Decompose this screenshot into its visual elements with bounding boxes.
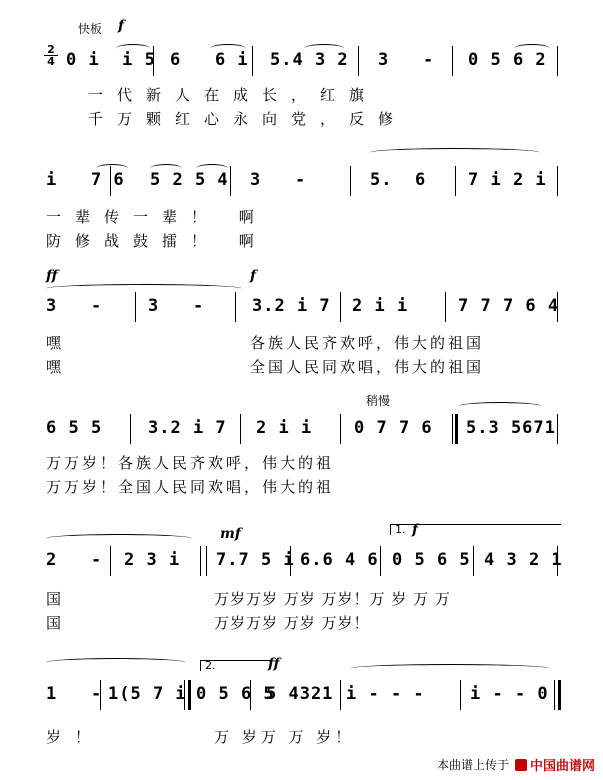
measure: 5 2 5 4	[150, 170, 229, 190]
measure: 6 6 i	[170, 50, 249, 70]
measure: 7 7 7 6 4	[458, 296, 560, 316]
measure: 7.7 5 i	[216, 550, 295, 570]
staff-line	[40, 408, 560, 448]
measure: i - - -	[346, 684, 425, 704]
lyric-line-2a: 国	[46, 614, 76, 632]
measure: 3 -	[250, 170, 307, 190]
dynamic-fortissimo: ff	[268, 656, 280, 672]
system-1	[0, 20, 603, 130]
staff-line	[40, 540, 563, 580]
volta-2: 2.	[200, 660, 271, 671]
volta-1: 1.	[390, 524, 561, 535]
lyric-line-2: 万万岁！全国人民同欢唱，伟大的祖	[46, 478, 335, 496]
measure: 2 i i	[256, 418, 313, 438]
measure: 5.3 5671	[466, 418, 556, 438]
measure: 6 5 5	[46, 418, 103, 438]
measure: 2 i i	[352, 296, 409, 316]
measure: 1 -	[46, 684, 103, 704]
lyric-line-1: 万万岁！各族人民齐欢呼，伟大的祖	[46, 454, 335, 472]
lyric-line-2: 防修战鼓擂！ 啊	[46, 232, 268, 250]
lyric-line-1b: 万 岁万 万 岁！	[214, 728, 355, 746]
measure: 2 -	[46, 550, 103, 570]
measure: 0 i i 5	[66, 50, 156, 70]
dynamic-forte: f	[412, 522, 419, 538]
site-name: 中国曲谱网	[529, 759, 595, 774]
system-2	[0, 148, 603, 258]
system-4	[0, 390, 603, 500]
measure: 6.6 4 6	[300, 550, 379, 570]
dynamic-forte: f	[118, 18, 125, 34]
measure: 5.4 3 2	[270, 50, 349, 70]
dynamic-forte: f	[250, 268, 257, 284]
lyric-line-1a: 国	[46, 590, 76, 608]
lyric-line-1a: 岁！	[46, 728, 105, 746]
measure: 7 i 2 i	[468, 170, 547, 190]
lyric-line-1a: 嘿	[46, 334, 76, 352]
measure: 3 -	[378, 50, 435, 70]
staff-line	[40, 286, 560, 326]
dynamic-mezzoforte: mf	[220, 526, 241, 542]
lyric-line-2: 千万颗红心永向党，反修	[88, 110, 408, 128]
measure: 3.2 i 7	[252, 296, 331, 316]
time-signature: 2 4	[44, 44, 58, 67]
lyric-line-1b: 万岁万岁 万岁 万岁！万 岁 万 万	[214, 590, 451, 608]
lyric-line-1b: 各族人民齐欢呼，伟大的祖国	[250, 334, 485, 352]
lyric-line-2b: 万岁万岁 万岁 万岁！	[214, 614, 370, 632]
staff-line	[40, 160, 560, 200]
measure: 2 3 i	[124, 550, 181, 570]
measure: 0 7 7 6	[354, 418, 433, 438]
measure: 0 5 6 2	[468, 50, 547, 70]
measure: 3 -	[46, 296, 103, 316]
site-logo[interactable]	[515, 755, 595, 774]
tempo-marking: 快板	[78, 22, 103, 36]
lyric-line-2b: 全国人民同欢唱，伟大的祖国	[250, 358, 485, 376]
staff-line	[40, 40, 560, 80]
lyric-line-1: 一代新人在成长，红旗	[88, 86, 379, 104]
system-5	[0, 516, 603, 636]
measure: 0 5 6 5	[392, 550, 471, 570]
measure: 5. 6	[370, 170, 427, 190]
staff-line	[40, 674, 560, 714]
lyric-line-2a: 嘿	[46, 358, 76, 376]
footer-text: 本曲谱上传于	[436, 758, 509, 772]
measure: i - - 0	[470, 684, 549, 704]
system-3	[0, 268, 603, 383]
measure: i 7 6	[46, 170, 125, 190]
logo-icon	[515, 759, 527, 771]
measure: 5 4321	[266, 684, 334, 704]
measure: 1(5 7 i	[108, 684, 187, 704]
lyric-line-1: 一辈传一辈！ 啊	[46, 208, 268, 226]
measure: 3 -	[148, 296, 205, 316]
measure: 0 5 6 5	[196, 684, 275, 704]
measure: 3.2 i 7	[148, 418, 227, 438]
measure: 4 3 2 1	[484, 550, 563, 570]
rit-marking: 稍慢	[366, 394, 391, 408]
footer	[437, 755, 595, 774]
system-6	[0, 646, 603, 756]
dynamic-fortissimo: ff	[46, 268, 58, 284]
